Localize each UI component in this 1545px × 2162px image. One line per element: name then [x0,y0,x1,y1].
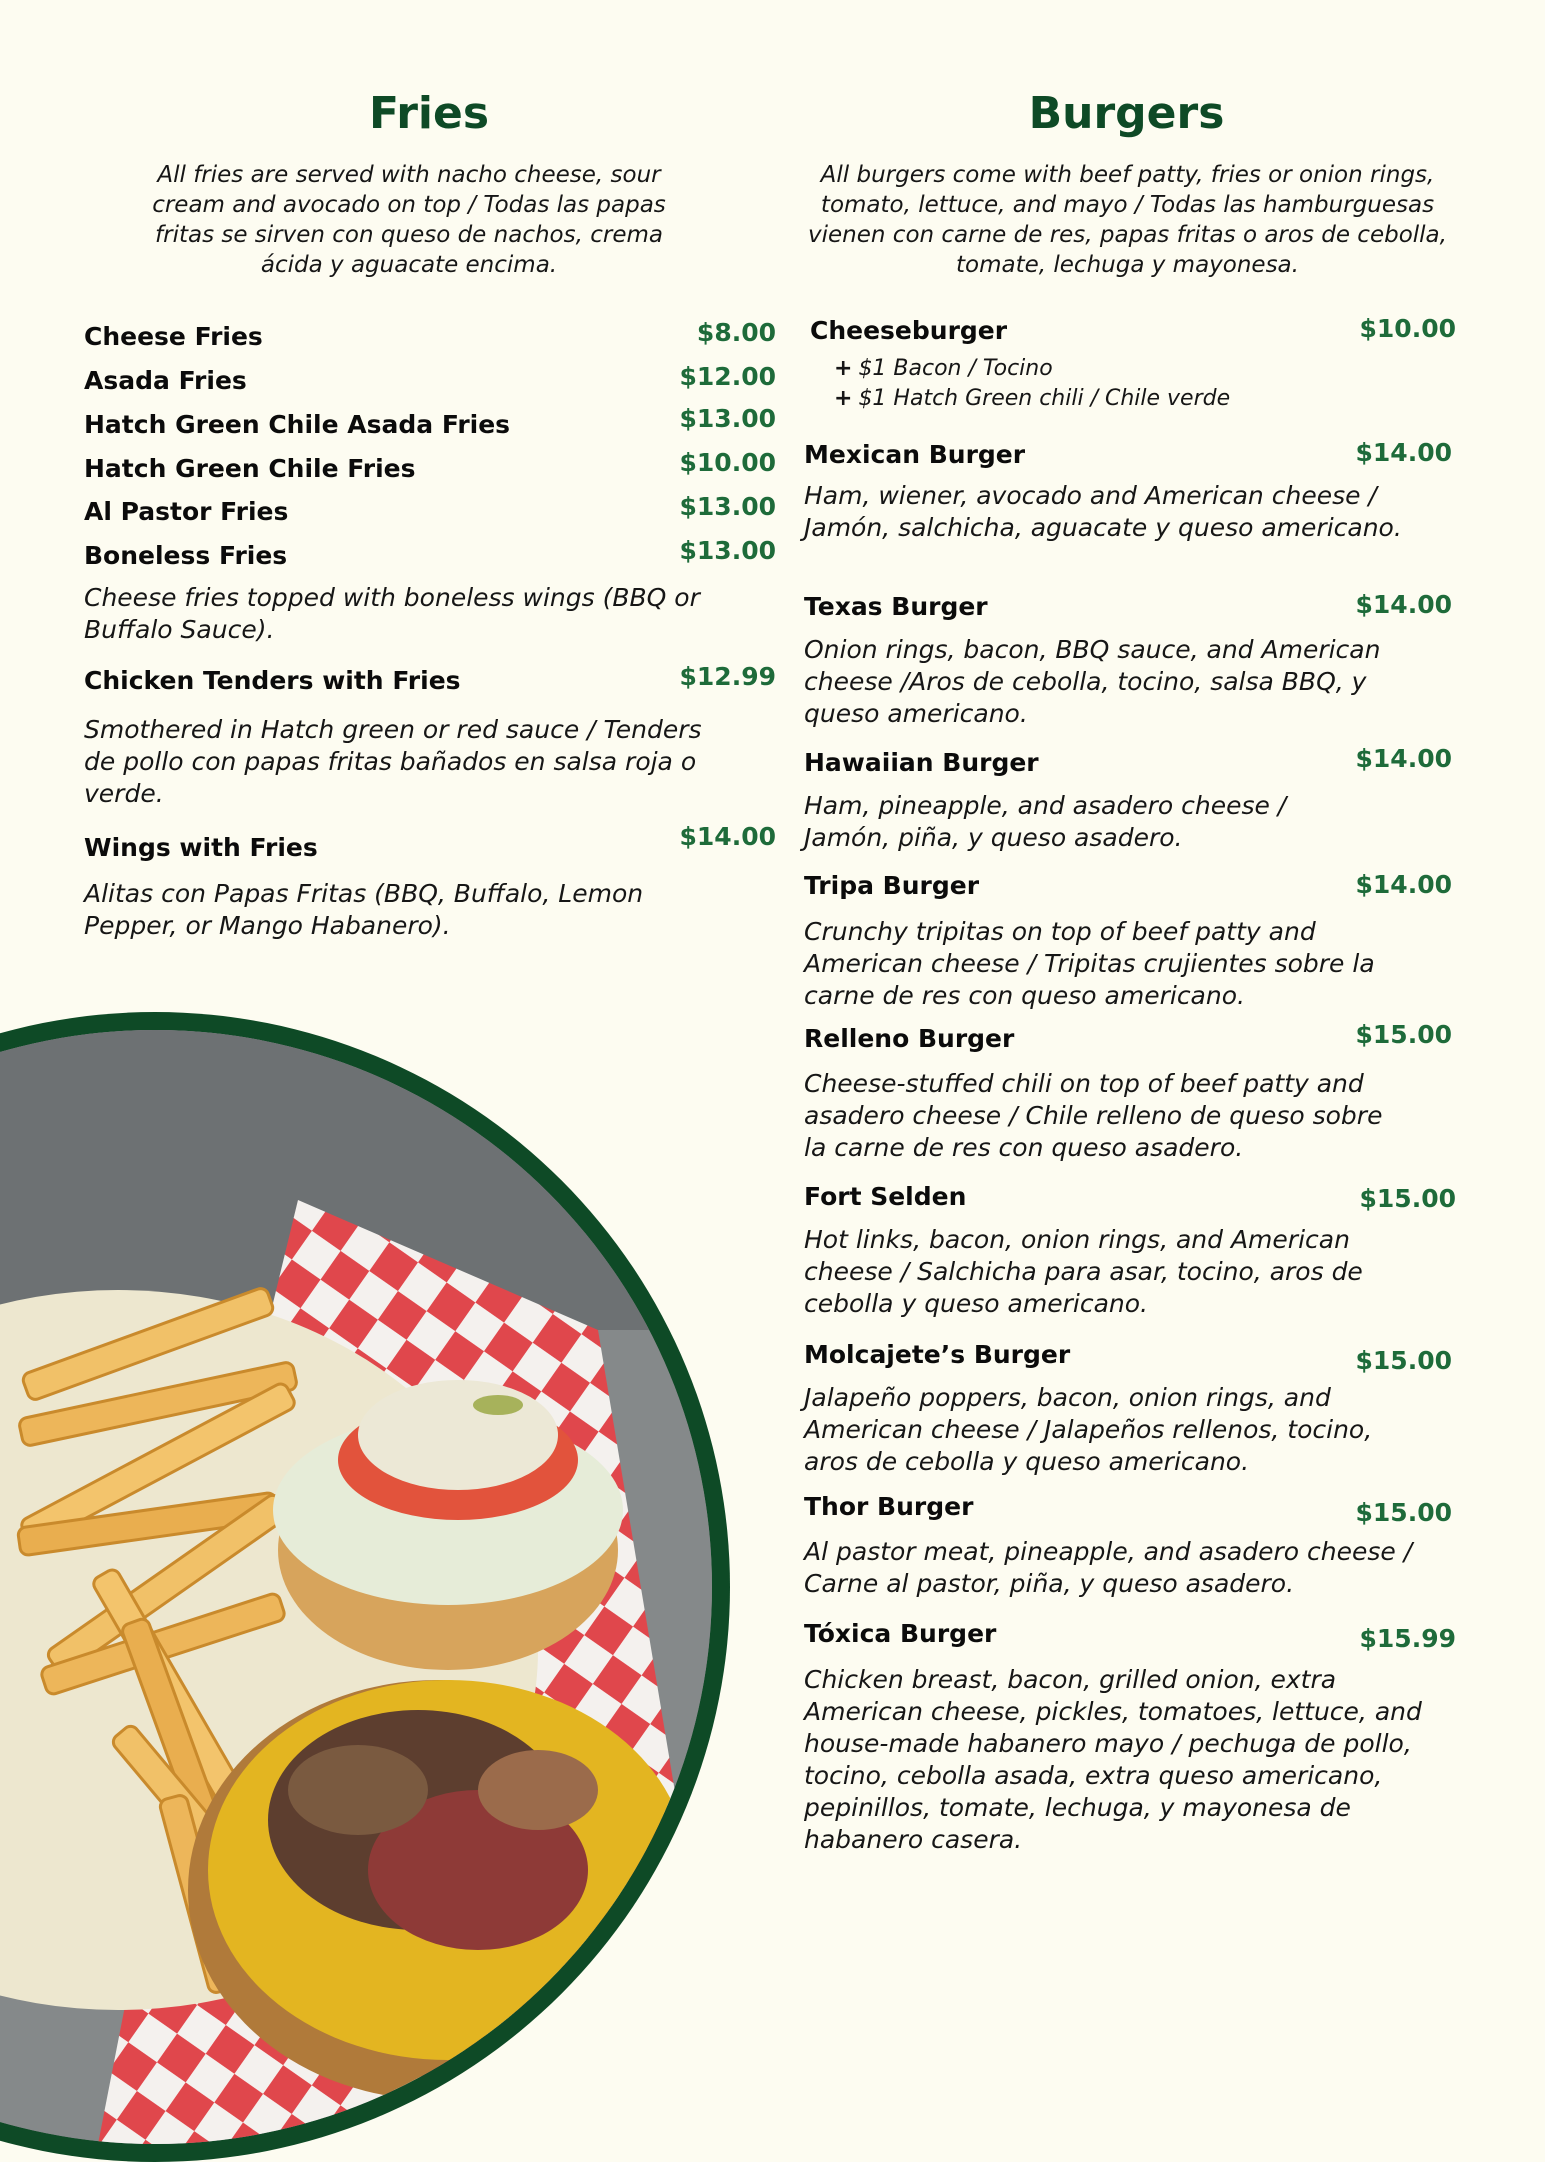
item-name: Boneless Fries [84,541,288,570]
item-name: Thor Burger [804,1492,974,1521]
burgers-title: Burgers [1028,88,1225,139]
burgers-intro: All burgers come with beef patty, fries or onion rings, tomato, lettuce, and mayo / Todas las hamburguesas vienen con carne de res, papas fritas o aros de cebolla, tomate, lechuga y mayonesa. [808,162,1447,278]
item-name: Wings with Fries [84,833,318,862]
item-price: $15.99 [1359,1624,1456,1653]
addon-option [834,356,1053,381]
item-price: $8.00 [696,318,776,347]
addon-label: $1 Hatch Green chili / Chile verde [858,386,1231,411]
item-description: Cheese fries topped with boneless wings (BBQ or Buffalo Sauce). [84,583,700,644]
item-name: Texas Burger [804,592,988,621]
addon-option [834,386,1230,411]
item-description: Cheese-stuffed chili on top of beef patty and asadero cheese / Chile relleno de queso sobre la carne de res con queso asadero. [804,1069,1383,1162]
item-name: Hawaiian Burger [804,748,1039,777]
item-price: $14.00 [679,822,776,851]
item-name: Cheeseburger [810,316,1008,345]
item-name: Hatch Green Chile Fries [84,454,416,483]
item-description: Crunchy tripitas on top of beef patty and American cheese / Tripitas crujientes sobre la carne de res con queso americano. [804,917,1375,1010]
item-name: Mexican Burger [804,440,1026,469]
item-price: $15.00 [1355,1498,1452,1527]
item-name: Cheese Fries [84,322,263,351]
fries-intro: All fries are served with nacho cheese, sour cream and avocado on top / Todas las papas fritas se sirven con queso de nachos, crema ácida y aguacate encima. [152,162,666,278]
item-price: $13.00 [679,536,776,565]
item-description: Al pastor meat, pineapple, and asadero cheese / Carne al pastor, piña, y queso asadero. [804,1537,1413,1598]
item-description: Jalapeño poppers, bacon, onion rings, and American cheese / Jalapeños rellenos, tocino, aros de cebolla y queso americano. [804,1383,1373,1476]
item-price: $15.00 [1355,1346,1452,1375]
item-price: $14.00 [1355,438,1452,467]
plus-icon: + [834,386,853,411]
item-price: $14.00 [1355,590,1452,619]
item-name: Tóxica Burger [804,1619,997,1648]
fries-title: Fries [368,88,490,139]
addon-label: $1 Bacon / Tocino [858,356,1053,381]
item-name: Fort Selden [804,1182,967,1211]
item-description: Onion rings, bacon, BBQ sauce, and American cheese /Aros de cebolla, tocino, salsa BBQ, y queso americano. [804,635,1381,728]
item-description: Smothered in Hatch green or red sauce / Tenders de pollo con papas fritas bañados en salsa roja o verde. [84,715,702,808]
item-name: Molcajete’s Burger [804,1340,1071,1369]
item-price: $13.00 [679,404,776,433]
item-description: Ham, pineapple, and asadero cheese / Jamón, piña, y queso asadero. [804,791,1287,852]
burger-and-fries-image [0,1030,712,2144]
item-description: Hot links, bacon, onion rings, and American cheese / Salchicha para asar, tocino, aros de cebolla y queso americano. [804,1225,1363,1318]
item-name: Relleno Burger [804,1024,1015,1053]
item-price: $15.00 [1359,1184,1456,1213]
item-name: Tripa Burger [804,871,980,900]
item-name: Hatch Green Chile Asada Fries [84,410,511,439]
item-price: $10.00 [1359,314,1456,343]
item-name: Chicken Tenders with Fries [84,666,461,695]
item-price: $12.00 [679,362,776,391]
item-name: Al Pastor Fries [84,497,289,526]
item-price: $12.99 [679,662,776,691]
item-description: Chicken breast, bacon, grilled onion, extra American cheese, pickles, tomatoes, lettuce, and house-made habanero mayo / pechuga de pollo, tocino, cebolla asada, extra queso americano, pepinillos, tomate, lechuga, y mayonesa de habanero casera. [804,1665,1422,1854]
plus-icon: + [834,356,853,381]
item-description: Ham, wiener, avocado and American cheese / Jamón, salchicha, aguacate y queso americano. [804,481,1402,542]
item-price: $13.00 [679,492,776,521]
item-name: Asada Fries [84,366,247,395]
item-price: $14.00 [1355,744,1452,773]
food-photo [0,1030,712,2144]
item-price: $14.00 [1355,870,1452,899]
item-price: $10.00 [679,448,776,477]
item-description: Alitas con Papas Fritas (BBQ, Buffalo, Lemon Pepper, or Mango Habanero). [84,879,644,940]
item-price: $15.00 [1355,1020,1452,1049]
food-photo-frame [0,1012,730,2162]
